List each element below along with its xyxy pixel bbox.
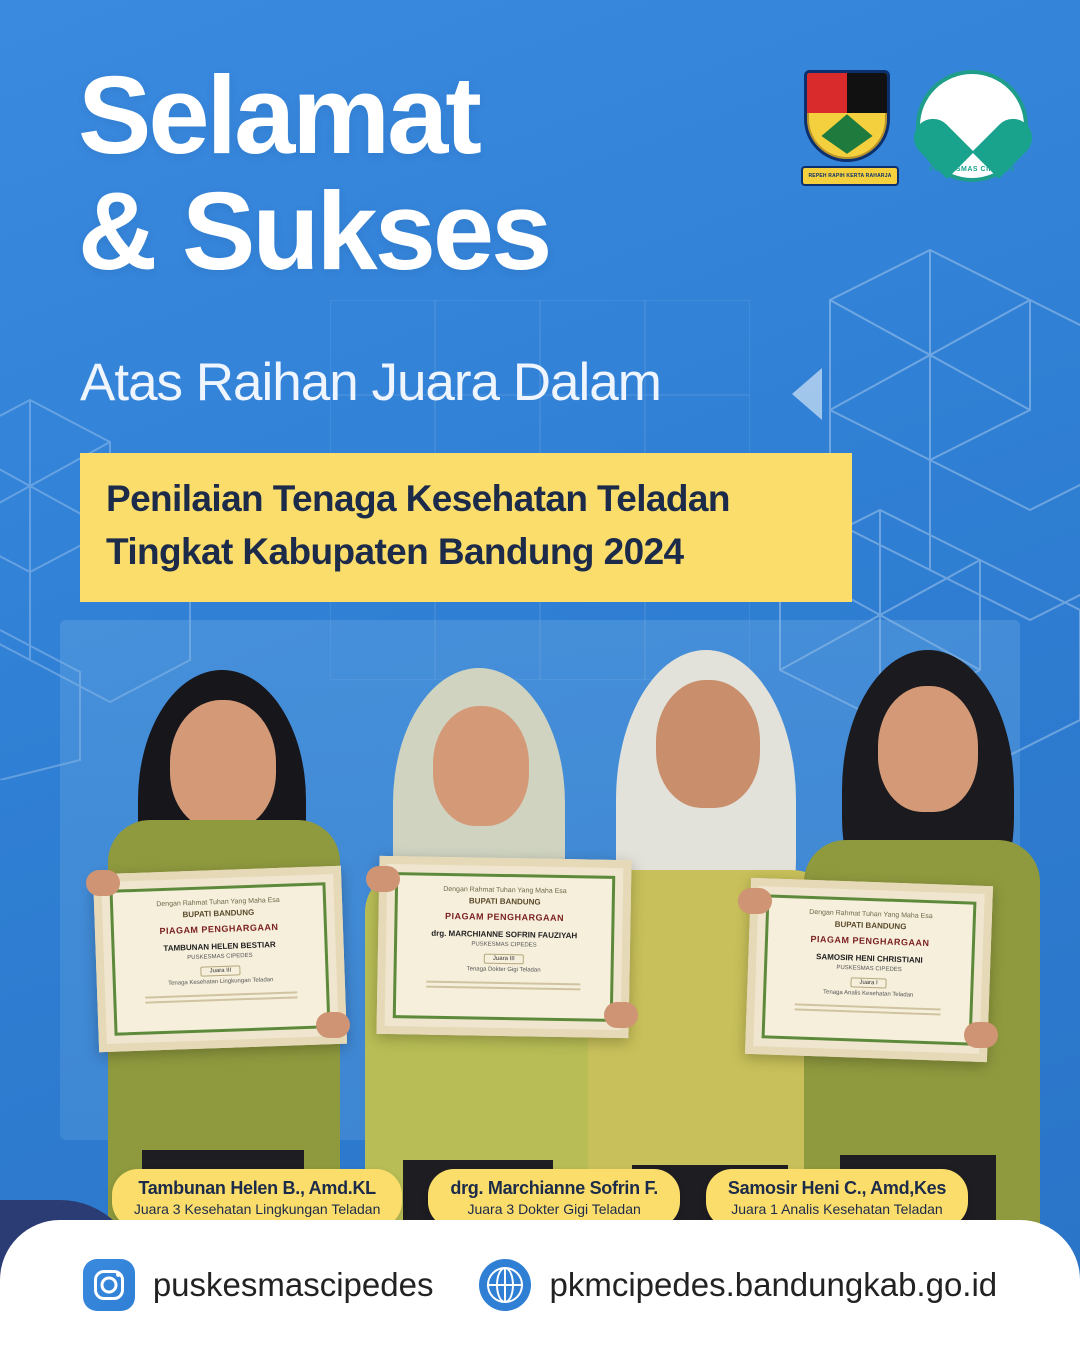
certificate-header: Dengan Rahmat Tuhan Yang Maha Esa	[443, 885, 567, 896]
logo-group	[804, 70, 1024, 182]
headline-line-2: & Sukses	[78, 169, 550, 293]
footer-contacts	[0, 1220, 1080, 1350]
certificate-rank: Juara III	[200, 965, 240, 976]
certificate-role: PUSKESMAS CIPEDES	[471, 941, 537, 949]
instagram-handle: puskesmascipedes	[152, 1266, 434, 1303]
certificate-category: Tenaga Dokter Gigi Teladan	[466, 966, 541, 974]
hand	[86, 870, 120, 896]
certificate-1	[93, 866, 347, 1053]
certificate-name: drg. MARCHIANNE SOFRIN FAUZIYAH	[431, 928, 578, 941]
kabupaten-bandung-logo-icon	[804, 70, 896, 182]
certificate-3	[745, 878, 993, 1062]
certificate-name: TAMBUNAN HELEN BESTIAR	[163, 940, 276, 953]
hand	[604, 1002, 638, 1028]
instagram-contact[interactable]	[83, 1259, 434, 1311]
globe-icon[interactable]	[479, 1259, 531, 1311]
headline	[78, 54, 550, 293]
logo-ribbon-label: REPEH RAPIH KERTA RAHARJA	[801, 166, 899, 186]
hand	[964, 1022, 998, 1048]
certificate-title: PIAGAM PENGHARGAAN	[444, 910, 565, 924]
group-photo	[0, 620, 1080, 1240]
face	[170, 700, 276, 830]
website-url: pkmcipedes.bandungkab.go.id	[549, 1266, 998, 1303]
instagram-icon[interactable]	[83, 1259, 135, 1311]
puskesmas-cipedes-logo-icon	[920, 74, 1024, 178]
website-contact[interactable]	[479, 1259, 997, 1311]
certificate-role: PUSKESMAS CIPEDES	[836, 964, 902, 974]
certificate-category: Tenaga Analis Kesehatan Teladan	[822, 989, 914, 999]
certificate-title: PIAGAM PENGHARGAAN	[810, 933, 930, 949]
certificate-header: Dengan Rahmat Tuhan Yang Maha Esa	[809, 908, 933, 921]
shield-icon	[804, 70, 890, 162]
face	[656, 680, 760, 808]
winner-name: Tambunan Helen B., Amd.KL	[138, 1178, 376, 1198]
certificate-office: BUPATI BANDUNG	[834, 919, 907, 932]
certificate-name: SAMOSIR HENI CHRISTIANI	[815, 952, 923, 965]
certificate-category: Tenaga Kesehatan Lingkungan Teladan	[168, 977, 274, 987]
certificate-rank: Juara III	[484, 954, 524, 965]
award-banner-line-2: Tingkat Kabupaten Bandung 2024	[106, 530, 684, 572]
certificate-rank: Juara I	[850, 977, 887, 988]
winner-name: Samosir Heni C., Amd,Kes	[727, 1178, 947, 1198]
certificate-office: BUPATI BANDUNG	[182, 907, 255, 920]
hand	[738, 888, 772, 914]
winner-name: drg. Marchianne Sofrin F.	[450, 1178, 658, 1198]
award-banner	[80, 453, 852, 602]
hand	[366, 866, 400, 892]
hand	[316, 1012, 350, 1038]
certificate-office: BUPATI BANDUNG	[468, 896, 541, 907]
headline-subtitle: Atas Raihan Juara Dalam	[80, 353, 661, 412]
face	[878, 686, 978, 812]
certificate-role: PUSKESMAS CIPEDES	[187, 952, 253, 962]
certificate-2	[376, 856, 631, 1038]
headline-line-1: Selamat	[78, 54, 479, 177]
medical-cross-icon	[959, 109, 985, 135]
certificate-header: Dengan Rahmat Tuhan Yang Maha Esa	[156, 896, 280, 909]
winner-award: Juara 3 Dokter Gigi Teladan	[467, 1201, 641, 1217]
face	[433, 706, 529, 826]
winner-award: Juara 1 Analis Kesehatan Teladan	[731, 1201, 943, 1217]
logo-ring-label: PUSKESMAS CIPEDES	[929, 166, 1015, 173]
certificate-title: PIAGAM PENGHARGAAN	[159, 921, 279, 937]
award-banner-line-1: Penilaian Tenaga Kesehatan Teladan	[106, 478, 730, 519]
triangle-arrow-icon	[792, 368, 822, 420]
winner-award: Juara 3 Kesehatan Lingkungan Teladan	[133, 1201, 381, 1217]
